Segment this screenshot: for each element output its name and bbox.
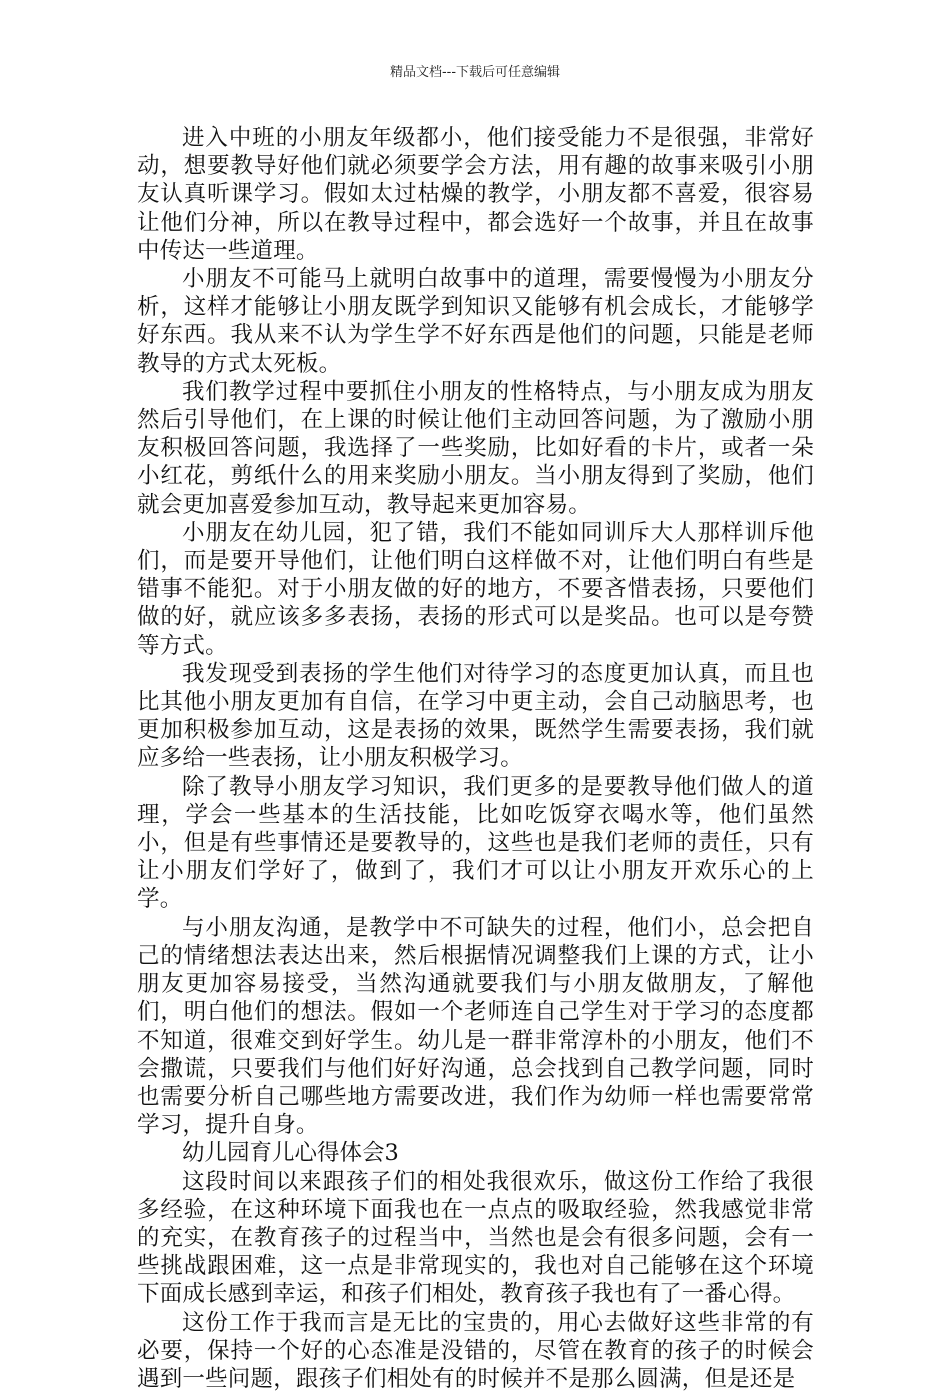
section-heading: 幼儿园育儿心得体会3 [182, 1140, 399, 1167]
paragraph: 小朋友不可能马上就明白故事中的道理，需要慢慢为小朋友分析，这样才能够让小朋友既学到知识又能够有机会成长，才能够学好东西。我从来不认为学生学不好东西是他们的问题，只能是老师教导的方式太死板。 [137, 266, 814, 377]
paragraph: 这段时间以来跟孩子们的相处我很欢乐，做这份工作给了我很多经验，在这种环境下面我也在一点点的吸取经验，然我感觉非常的充实，在教育孩子的过程当中，当然也是会有很多问题，会有一些挑战跟困难，这一点是非常现实的，我也对自己能够在这个环境下面成长感到幸运，和孩子们相处，教育孩子我也有了一番心得。 [137, 1168, 814, 1308]
document-body [137, 124, 814, 1393]
page-header: 精品文档---下载后可任意编辑 [389, 65, 561, 80]
paragraph: 小朋友在幼儿园，犯了错，我们不能如同训斥大人那样训斥他们，而是要开导他们，让他们明白这样做不对，让他们明白有些是错事不能犯。对于小朋友做的好的地方，不要吝惜表扬，只要他们做的好，就应该多多表扬，表扬的形式可以是奖品。也可以是夸赞等方式。 [137, 519, 814, 659]
paragraph: 我们教学过程中要抓住小朋友的性格特点，与小朋友成为朋友然后引导他们，在上课的时候让他们主动回答问题，为了激励小朋友积极回答问题，我选择了一些奖励，比如好看的卡片，或者一朵小红花，剪纸什么的用来奖励小朋友。当小朋友得到了奖励，他们就会更加喜爱参加互动，教导起来更加容易。 [137, 378, 814, 518]
paragraph: 进入中班的小朋友年级都小，他们接受能力不是很强，非常好动，想要教导好他们就必须要学会方法，用有趣的故事来吸引小朋友认真听课学习。假如太过枯燥的教学，小朋友都不喜爱，很容易让他们分神，所以在教导过程中，都会选好一个故事，并且在故事中传达一些道理。 [137, 125, 814, 264]
paragraph: 这份工作于我而言是无比的宝贵的，用心去做好这些非常的有必要，保持一个好的心态准是没错的，尽管在教育的孩子的时候会遇到一些问题，跟孩子们相处有的时候并不是那么圆满，但是还是 [137, 1309, 814, 1392]
paragraph: 除了教导小朋友学习知识，我们更多的是要教导他们做人的道理，学会一些基本的生活技能，比如吃饭穿衣喝水等，他们虽然小，但是有些事情还是要教导的，这些也是我们老师的责任，只有让小朋友们学好了，做到了，我们才可以让小朋友开欢乐心的上学。 [137, 773, 814, 913]
paragraph: 我发现受到表扬的学生他们对待学习的态度更加认真，而且也比其他小朋友更加有自信，在学习中更主动，会自己动脑思考，也更加积极参加互动，这是表扬的效果，既然学生需要表扬，我们就应多给一些表扬，让小朋友积极学习。 [137, 660, 814, 772]
paragraph: 与小朋友沟通，是教学中不可缺失的过程，他们小，总会把自己的情绪想法表达出来，然后根据情况调整我们上课的方式，让小朋友更加容易接受，当然沟通就要我们与小朋友做朋友，了解他们，明白他们的想法。假如一个老师连自己学生对于学习的态度都不知道，很难交到好学生。幼儿是一群非常淳朴的小朋友，他们不会撒谎，只要我们与他们好好沟通，总会找到自己教学问题，同时也需要分析自己哪些地方需要改进，我们作为幼师一样也需要常常学习，提升自身。 [137, 914, 814, 1139]
